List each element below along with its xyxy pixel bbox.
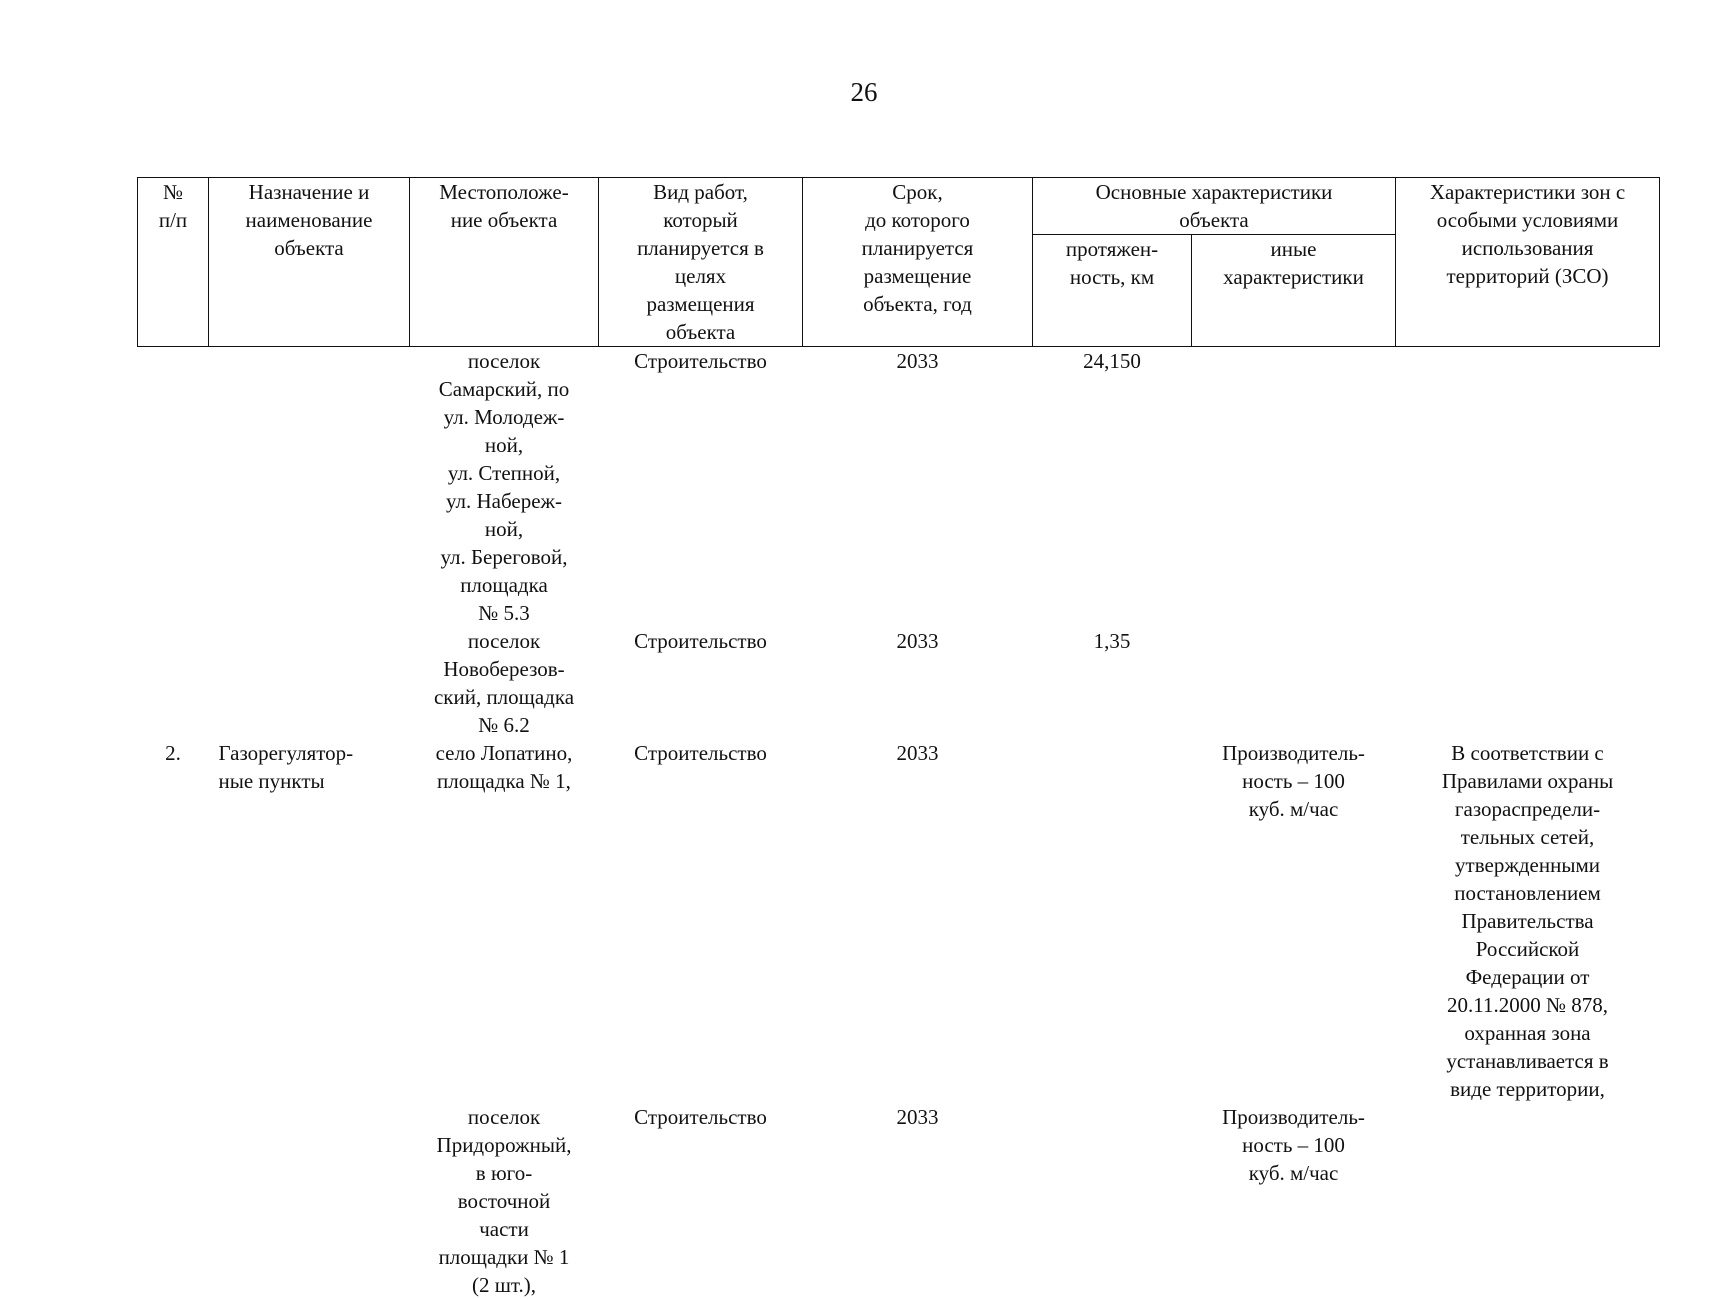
cell-location xyxy=(410,347,599,628)
text-line: ул. Степной, xyxy=(414,459,595,487)
text-line: село Лопатино, xyxy=(414,739,595,767)
text-line: № 6.2 xyxy=(414,711,595,739)
text-line: протяжен- xyxy=(1037,235,1187,263)
text-line: ные пункты xyxy=(219,767,406,795)
text-line: особыми условиями xyxy=(1400,206,1655,234)
cell-name xyxy=(209,1103,410,1299)
header-location xyxy=(410,178,599,347)
text-line: утвержденными xyxy=(1400,851,1656,879)
cell-term: 2033 xyxy=(803,347,1033,628)
text-line: характеристики xyxy=(1196,263,1391,291)
planned-objects-table xyxy=(137,177,1660,1299)
text-line: постановлением xyxy=(1400,879,1656,907)
cell-name xyxy=(209,347,410,628)
cell-num: 2. xyxy=(138,739,209,1103)
cell-zones xyxy=(1396,739,1660,1103)
text-line: ул. Береговой, xyxy=(414,543,595,571)
text-line: поселок xyxy=(414,1103,595,1131)
cell-other-characteristics xyxy=(1192,347,1396,628)
text-line: поселок xyxy=(414,347,595,375)
text-line: Срок, xyxy=(807,178,1028,206)
text-line: планируется в xyxy=(603,234,798,262)
cell-term: 2033 xyxy=(803,627,1033,739)
text-line: объекта xyxy=(1037,206,1391,234)
cell-length: 24,150 xyxy=(1033,347,1192,628)
text-line: Основные характеристики xyxy=(1037,178,1391,206)
text-line: целях xyxy=(603,262,798,290)
cell-length xyxy=(1033,1103,1192,1299)
header-name xyxy=(209,178,410,347)
text-line: Газорегулятор- xyxy=(219,739,406,767)
cell-works: Строительство xyxy=(599,627,803,739)
text-line: ский, площадка xyxy=(414,683,595,711)
text-line: иные xyxy=(1196,235,1391,263)
table-body xyxy=(138,347,1660,1299)
header-other-characteristics xyxy=(1192,235,1396,347)
table-row xyxy=(138,739,1660,1103)
cell-works: Строительство xyxy=(599,739,803,1103)
text-line: ной, xyxy=(414,515,595,543)
text-line: Российской xyxy=(1400,935,1656,963)
text-line: Новоберезов- xyxy=(414,655,595,683)
text-line: ность, км xyxy=(1037,263,1187,291)
table-row xyxy=(138,347,1660,628)
text-line: ние объекта xyxy=(414,206,594,234)
cell-location xyxy=(410,627,599,739)
cell-works: Строительство xyxy=(599,1103,803,1299)
cell-location xyxy=(410,1103,599,1299)
header-main-characteristics xyxy=(1033,178,1396,235)
text-line: территорий (ЗСО) xyxy=(1400,262,1655,290)
header-zones xyxy=(1396,178,1660,347)
text-line: Вид работ, xyxy=(603,178,798,206)
cell-name xyxy=(209,739,410,1103)
text-line: поселок xyxy=(414,627,595,655)
text-line: до которого xyxy=(807,206,1028,234)
cell-works: Строительство xyxy=(599,347,803,628)
text-line: охранная зона xyxy=(1400,1019,1656,1047)
text-line: Придорожный, xyxy=(414,1131,595,1159)
text-line: куб. м/час xyxy=(1196,795,1392,823)
text-line: тельных сетей, xyxy=(1400,823,1656,851)
text-line: Самарский, по xyxy=(414,375,595,403)
text-line: № 5.3 xyxy=(414,599,595,627)
header-works xyxy=(599,178,803,347)
cell-name xyxy=(209,627,410,739)
text-line: ность – 100 xyxy=(1196,1131,1392,1159)
cell-other-characteristics xyxy=(1192,627,1396,739)
text-line: газораспредели- xyxy=(1400,795,1656,823)
cell-num xyxy=(138,347,209,628)
text-line: Производитель- xyxy=(1196,1103,1392,1131)
text-line: площадка xyxy=(414,571,595,599)
text-line: восточной xyxy=(414,1187,595,1215)
text-line: ул. Набереж- xyxy=(414,487,595,515)
header-term xyxy=(803,178,1033,347)
text-line: В соответствии с xyxy=(1400,739,1656,767)
cell-term: 2033 xyxy=(803,1103,1033,1299)
text-line: ность – 100 xyxy=(1196,767,1392,795)
text-line: (2 шт.), xyxy=(414,1271,595,1299)
header-num xyxy=(138,178,209,347)
text-line: который xyxy=(603,206,798,234)
header-length xyxy=(1033,235,1192,347)
text-line: площадки № 1 xyxy=(414,1243,595,1271)
text-line: 20.11.2000 № 878, xyxy=(1400,991,1656,1019)
text-line: планируется xyxy=(807,234,1028,262)
cell-other-characteristics xyxy=(1192,1103,1396,1299)
text-line: Федерации от xyxy=(1400,963,1656,991)
table-row xyxy=(138,627,1660,739)
text-line: размещения xyxy=(603,290,798,318)
text-line: виде территории, xyxy=(1400,1075,1656,1103)
cell-location xyxy=(410,739,599,1103)
text-line: объекта, год xyxy=(807,290,1028,318)
text-line: объекта xyxy=(603,318,798,346)
cell-length: 1,35 xyxy=(1033,627,1192,739)
text-line: № xyxy=(142,178,204,206)
table-header-row xyxy=(138,178,1660,235)
text-line: Правительства xyxy=(1400,907,1656,935)
text-line: ул. Молодеж- xyxy=(414,403,595,431)
cell-other-characteristics xyxy=(1192,739,1396,1103)
text-line: Назначение и xyxy=(213,178,405,206)
text-line: п/п xyxy=(142,206,204,234)
text-line: Местоположе- xyxy=(414,178,594,206)
text-line: ной, xyxy=(414,431,595,459)
cell-zones xyxy=(1396,347,1660,628)
text-line: размещение xyxy=(807,262,1028,290)
cell-num xyxy=(138,1103,209,1299)
text-line: устанавливается в xyxy=(1400,1047,1656,1075)
page-number: 26 xyxy=(0,77,1710,108)
text-line: части xyxy=(414,1215,595,1243)
table-row xyxy=(138,1103,1660,1299)
text-line: использования xyxy=(1400,234,1655,262)
text-line: в юго- xyxy=(414,1159,595,1187)
cell-length xyxy=(1033,739,1192,1103)
text-line: объекта xyxy=(213,234,405,262)
text-line: Производитель- xyxy=(1196,739,1392,767)
text-line: площадка № 1, xyxy=(414,767,595,795)
text-line: Правилами охраны xyxy=(1400,767,1656,795)
text-line: наименование xyxy=(213,206,405,234)
text-line: Характеристики зон с xyxy=(1400,178,1655,206)
cell-num xyxy=(138,627,209,739)
cell-zones xyxy=(1396,1103,1660,1299)
cell-term: 2033 xyxy=(803,739,1033,1103)
text-line: куб. м/час xyxy=(1196,1159,1392,1187)
cell-zones xyxy=(1396,627,1660,739)
